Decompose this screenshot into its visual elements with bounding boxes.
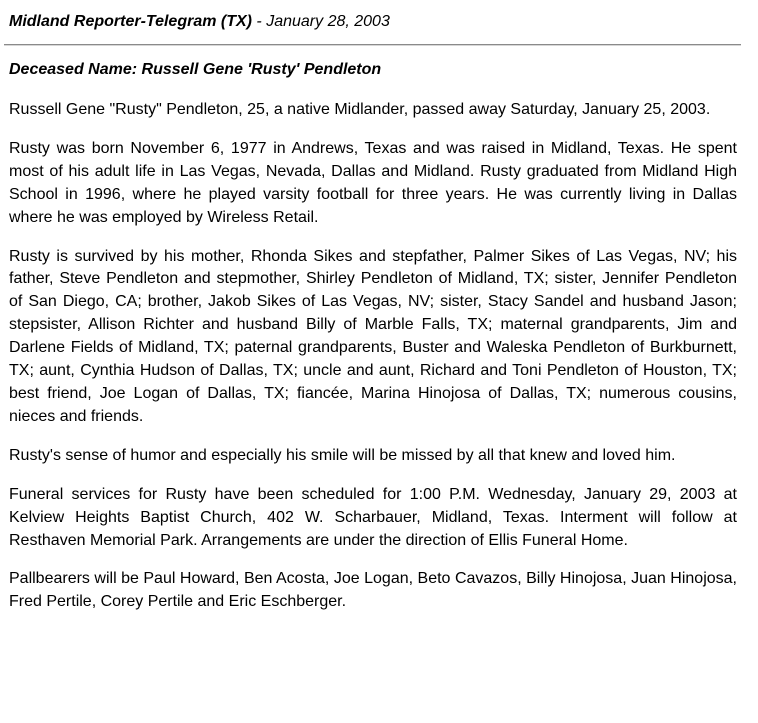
paragraph-services: Funeral services for Rusty have been scheduled for 1:00 P.M. Wednesday, January 29, 2003 at Kelview Heights Baptist Church, 402 W. Scharbauer, Midland, Texas. Interment will follow at Resthaven Memorial Park. Arrangements are under the direction of Ellis Funeral Home. [9, 485, 737, 549]
header-separator: - [251, 13, 267, 30]
paragraph-biography: Rusty was born November 6, 1977 in Andrews, Texas and was raised in Midland, Texas. He spent most of his adult life in Las Vegas, Nevada, Dallas and Midland. Rusty graduated from Midland High School in 1996, where he played varsity football for three years. He was currently living in Dallas where he was employed by Wireless Retail. [9, 139, 737, 226]
deceased-name-heading: Deceased Name: Russell Gene 'Rusty' Pendleton [9, 61, 382, 78]
obituary-body [9, 99, 737, 630]
paragraph-remembrance: Rusty's sense of humor and especially his smile will be missed by all that knew and loved him. [9, 446, 676, 464]
paragraph-pallbearers: Pallbearers will be Paul Howard, Ben Acosta, Joe Logan, Beto Cavazos, Billy Hinojosa, Juan Hinojosa, Fred Pertile, Corey Pertile and Eric Eschberger. [9, 570, 737, 611]
newspaper-name: Midland Reporter-Telegram (TX) [9, 13, 252, 30]
paragraph-announcement: Russell Gene "Rusty" Pendleton, 25, a native Midlander, passed away Saturday, January 25, 2003. [9, 101, 711, 118]
header-divider [4, 44, 741, 46]
publication-date: January 28, 2003 [266, 13, 390, 30]
publication-header [9, 12, 390, 32]
paragraph-survivors: Rusty is survived by his mother, Rhonda Sikes and stepfather, Palmer Sikes of Las Vegas, NV; his father, Steve Pendleton and stepmother, Shirley Pendleton of Midland, TX; sister, Jennifer Pendleton of San Diego, CA; brother, Jakob Sikes of Las Vegas, NV; sister, Stacy Sandel and husband Jason; stepsister, Allison Richter and husband Billy of Marble Falls, TX; maternal grandparents, Jim and Darlene Fields of Midland, TX; paternal grandparents, Buster and Waleska Pendleton of Burkburnett, TX; aunt, Cynthia Hudson of Dallas, TX; uncle and aunt, Richard and Toni Pendleton of Houston, TX; best friend, Joe Logan of Dallas, TX; fiancée, Marina Hinojosa of Dallas, TX; numerous cousins, nieces and friends. [9, 247, 737, 425]
